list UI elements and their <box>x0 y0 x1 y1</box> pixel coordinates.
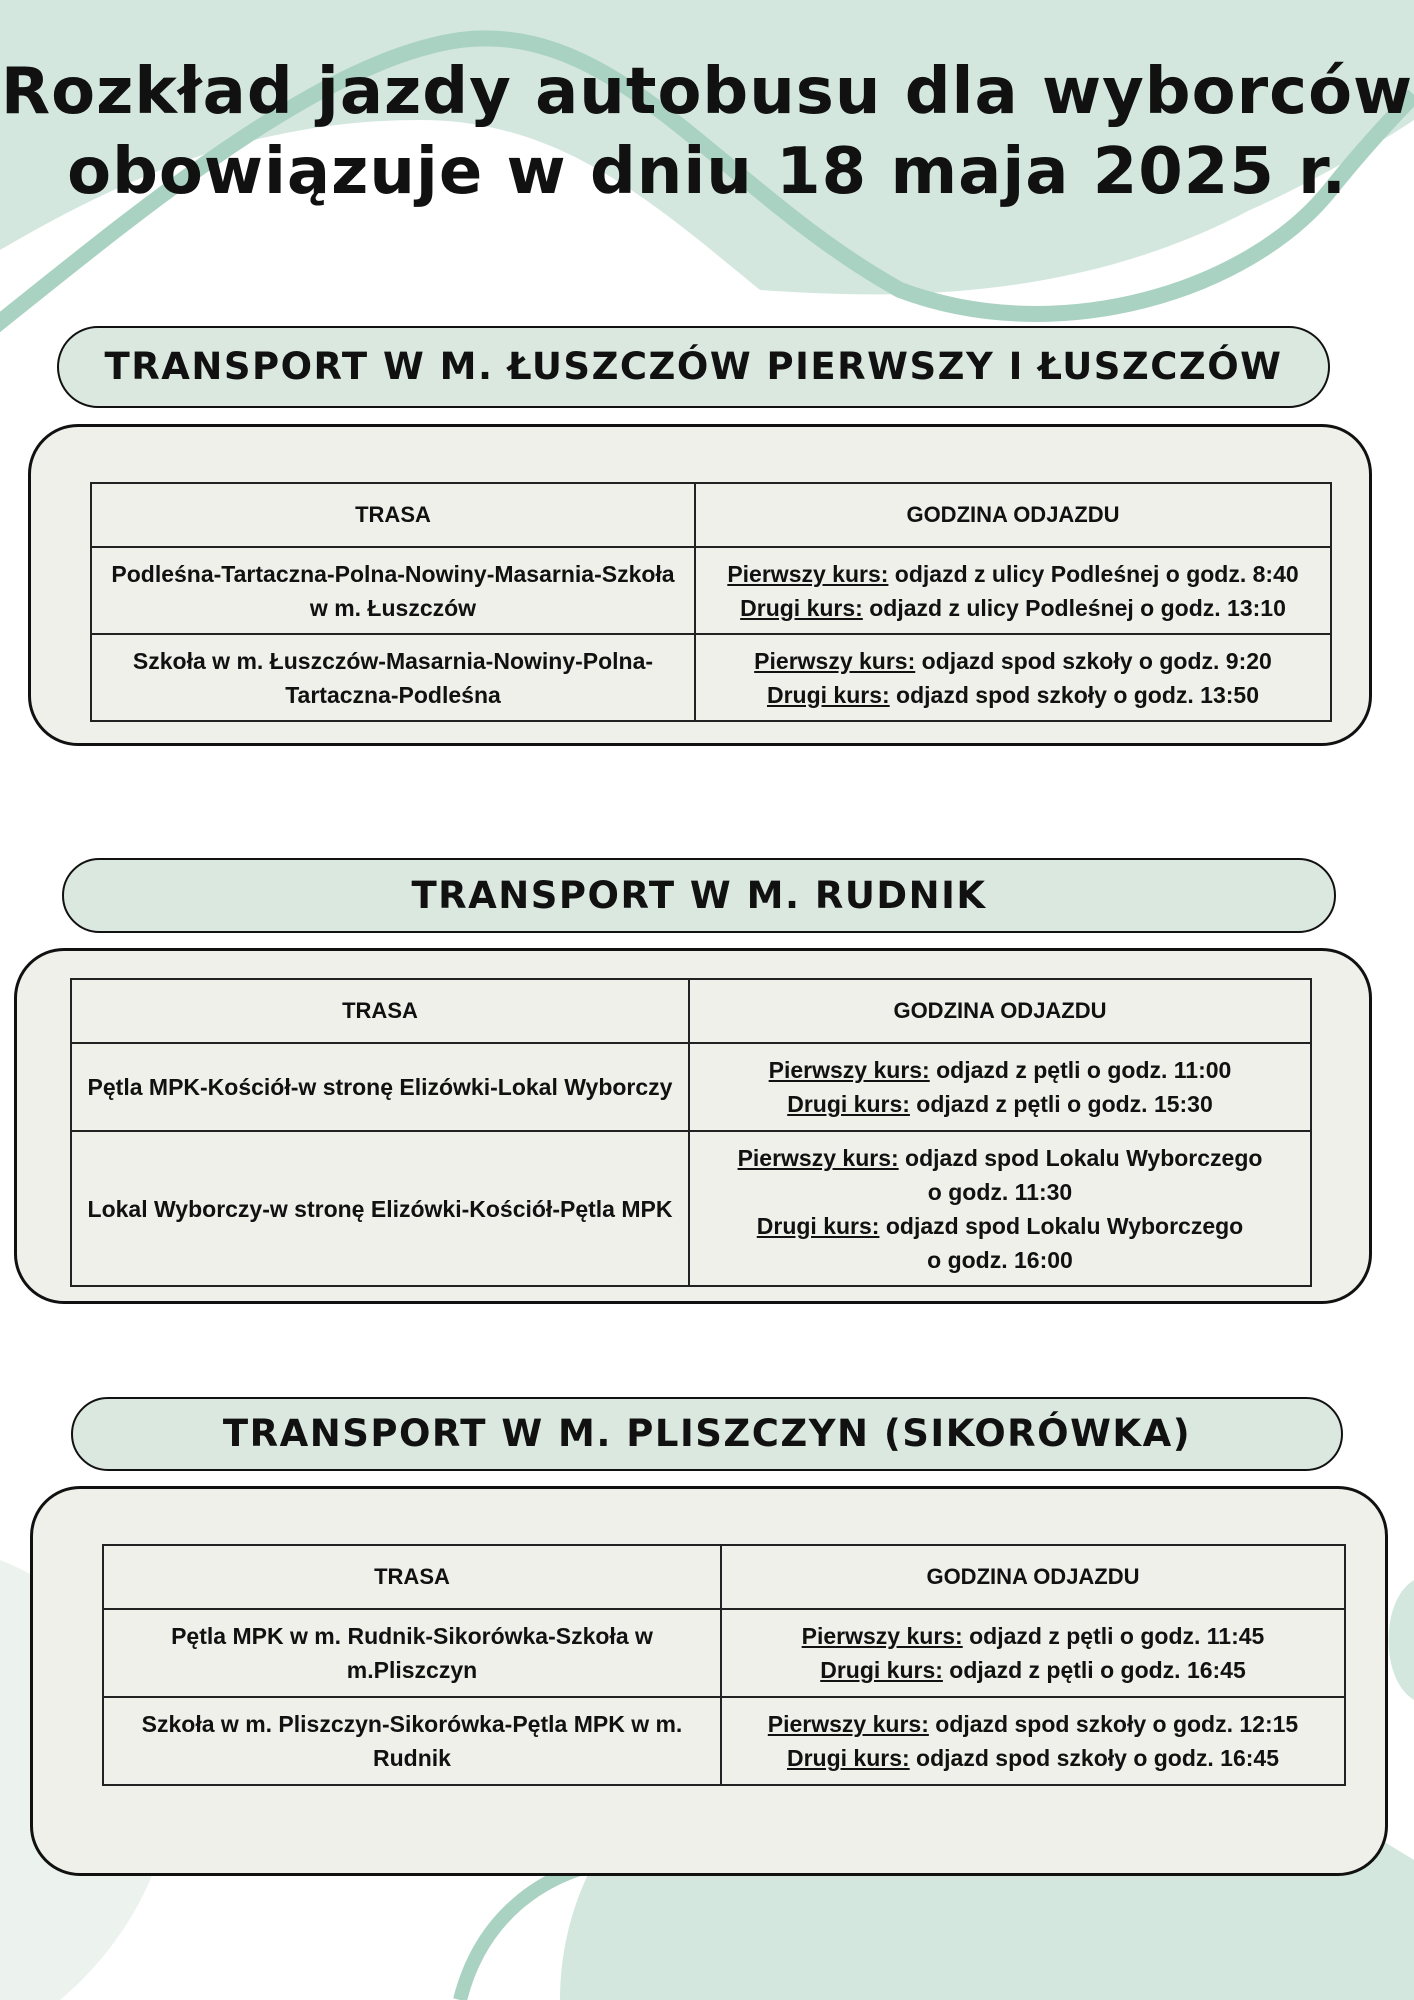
section-heading-luszczow-text: TRANSPORT W M. ŁUSZCZÓW PIERWSZY I ŁUSZCZÓW <box>104 345 1283 388</box>
second-run-label: Drugi kurs: <box>740 594 863 621</box>
table-header-row <box>71 979 1311 1043</box>
section-heading-rudnik-text: TRANSPORT W M. RUDNIK <box>411 874 987 917</box>
first-run-line <box>710 644 1316 678</box>
second-run-line <box>704 1209 1296 1243</box>
column-header-departure-time: GODZINA ODJAZDU <box>721 1545 1345 1609</box>
second-run-text: odjazd spod Lokalu Wyborczego <box>879 1212 1244 1239</box>
column-header-departure-time: GODZINA ODJAZDU <box>695 483 1331 547</box>
route-cell: Podleśna-Tartaczna-Polna-Nowiny-Masarnia-Szkoła w m. Łuszczów <box>91 547 695 634</box>
second-run-line <box>710 678 1316 712</box>
section-heading-luszczow <box>57 326 1330 408</box>
departure-cell <box>721 1697 1345 1785</box>
page-title-line-2: obowiązuje w dniu 18 maja 2025 r. <box>67 135 1347 209</box>
page-title-line-1: Rozkład jazdy autobusu dla wyborców <box>0 55 1414 129</box>
first-run-text: odjazd z pętli o godz. 11:45 <box>962 1623 1265 1649</box>
first-run-label: Pierwszy kurs: <box>727 560 889 587</box>
first-run-text: odjazd spod szkoły o godz. 12:15 <box>928 1711 1299 1737</box>
right-edge-wave <box>1389 1580 1414 1700</box>
section-heading-rudnik <box>62 858 1336 933</box>
second-run-label: Drugi kurs: <box>820 1657 943 1683</box>
table-row <box>71 1131 1311 1286</box>
column-header-route: TRASA <box>91 483 695 547</box>
first-run-text: odjazd z ulicy Podleśnej o godz. 8:40 <box>888 560 1299 587</box>
first-run-text: odjazd spod Lokalu Wyborczego <box>898 1144 1263 1171</box>
first-run-label: Pierwszy kurs: <box>767 1711 929 1737</box>
table-row <box>103 1697 1345 1785</box>
column-header-route: TRASA <box>103 1545 721 1609</box>
first-run-line-continued: o godz. 11:30 <box>927 1178 1073 1205</box>
second-run-line-continued: o godz. 16:00 <box>927 1246 1073 1273</box>
column-header-departure-time: GODZINA ODJAZDU <box>689 979 1311 1043</box>
departure-cell <box>689 1131 1311 1286</box>
column-header-route: TRASA <box>71 979 689 1043</box>
first-run-label: Pierwszy kurs: <box>801 1623 963 1649</box>
first-run-line <box>704 1053 1296 1087</box>
second-run-line <box>710 591 1316 625</box>
first-run-text: odjazd z pętli o godz. 11:00 <box>929 1057 1232 1083</box>
departure-cell <box>721 1609 1345 1697</box>
route-cell: Szkoła w m. Łuszczów-Masarnia-Nowiny-Polna-Tartaczna-Podleśna <box>91 634 695 721</box>
second-run-text: odjazd z pętli o godz. 15:30 <box>909 1091 1213 1117</box>
departure-cell <box>689 1043 1311 1131</box>
table-row <box>103 1609 1345 1697</box>
route-cell: Szkoła w m. Pliszczyn-Sikorówka-Pętla MPK w m. Rudnik <box>103 1697 721 1785</box>
first-run-line <box>736 1707 1330 1741</box>
second-run-label: Drugi kurs: <box>766 681 890 708</box>
second-run-label: Drugi kurs: <box>786 1745 910 1771</box>
second-run-label: Drugi kurs: <box>756 1212 880 1239</box>
section-heading-pliszczyn-text: TRANSPORT W M. PLISZCZYN (SIKORÓWKA) <box>222 1412 1192 1455</box>
schedule-table-rudnik <box>70 978 1312 1287</box>
second-run-label: Drugi kurs: <box>787 1091 910 1117</box>
first-run-line <box>736 1619 1330 1653</box>
schedule-table-pliszczyn <box>102 1544 1346 1786</box>
table-row <box>91 547 1331 634</box>
table-header-row <box>103 1545 1345 1609</box>
departure-cell <box>695 547 1331 634</box>
route-cell: Pętla MPK w m. Rudnik-Sikorówka-Szkoła w m.Pliszczyn <box>103 1609 721 1697</box>
schedule-table-luszczow <box>90 482 1332 722</box>
departure-cell <box>695 634 1331 721</box>
second-run-text: odjazd spod szkoły o godz. 13:50 <box>889 681 1260 708</box>
second-run-line <box>736 1741 1330 1775</box>
second-run-line <box>736 1653 1330 1687</box>
first-run-label: Pierwszy kurs: <box>737 1144 899 1171</box>
page-title <box>0 52 1414 212</box>
second-run-text: odjazd z ulicy Podleśnej o godz. 13:10 <box>862 594 1286 621</box>
second-run-line <box>704 1087 1296 1121</box>
first-run-label: Pierwszy kurs: <box>754 647 916 674</box>
first-run-line <box>704 1141 1296 1175</box>
section-heading-pliszczyn <box>71 1397 1343 1471</box>
table-header-row <box>91 483 1331 547</box>
route-cell: Lokal Wyborczy-w stronę Elizówki-Kościół-Pętla MPK <box>71 1131 689 1286</box>
second-run-text: odjazd spod szkoły o godz. 16:45 <box>909 1745 1280 1771</box>
route-cell: Pętla MPK-Kościół-w stronę Elizówki-Lokal Wyborczy <box>71 1043 689 1131</box>
table-row <box>91 634 1331 721</box>
first-run-label: Pierwszy kurs: <box>768 1057 930 1083</box>
table-row <box>71 1043 1311 1131</box>
first-run-line <box>710 557 1316 591</box>
first-run-text: odjazd spod szkoły o godz. 9:20 <box>915 647 1272 674</box>
second-run-text: odjazd z pętli o godz. 16:45 <box>942 1657 1246 1683</box>
